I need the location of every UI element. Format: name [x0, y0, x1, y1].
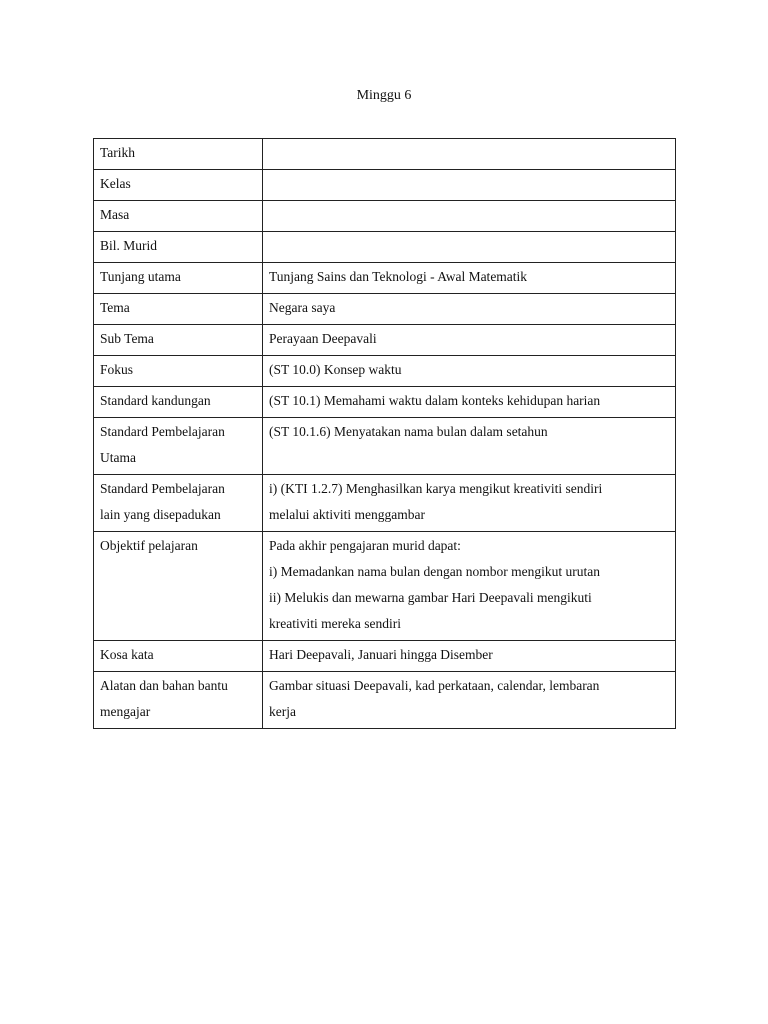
row-value-cell — [263, 294, 676, 325]
row-label: mengajar — [100, 704, 151, 719]
row-label-cell — [94, 263, 263, 294]
row-label: Objektif pelajaran — [100, 538, 198, 553]
row-label-cell — [94, 170, 263, 201]
row-label: Standard Pembelajaran — [100, 481, 225, 496]
row-label: Fokus — [100, 362, 134, 377]
row-label-cell — [94, 201, 263, 232]
table-row — [94, 356, 676, 387]
row-value: (ST 10.1.6) Menyatakan nama bulan dalam setahun — [269, 424, 548, 439]
row-value-cell — [263, 263, 676, 294]
row-label-cell — [94, 139, 263, 170]
row-label-cell — [94, 532, 263, 641]
lesson-plan-table — [93, 138, 676, 729]
row-value: i) Memadankan nama bulan dengan nombor mengikut urutan — [269, 564, 601, 579]
row-value: Tunjang Sains dan Teknologi - Awal Matematik — [269, 269, 528, 284]
row-value: (ST 10.0) Konsep waktu — [269, 362, 402, 377]
table-row — [94, 201, 676, 232]
row-label: Tema — [100, 300, 130, 315]
row-label-cell — [94, 641, 263, 672]
row-value-cell — [263, 232, 676, 263]
row-value: kreativiti mereka sendiri — [269, 616, 401, 631]
row-label-cell — [94, 356, 263, 387]
row-value: Pada akhir pengajaran murid dapat: — [269, 538, 461, 553]
table-row — [94, 641, 676, 672]
row-label: Standard Pembelajaran — [100, 424, 225, 439]
row-value-cell — [263, 139, 676, 170]
row-value: kerja — [269, 704, 296, 719]
table-row — [94, 263, 676, 294]
row-label: Utama — [100, 450, 136, 465]
row-value-cell — [263, 532, 676, 641]
row-label: Masa — [100, 207, 130, 222]
row-value-cell — [263, 201, 676, 232]
row-label: Alatan dan bahan bantu — [100, 678, 228, 693]
row-value-cell — [263, 356, 676, 387]
row-label: Sub Tema — [100, 331, 154, 346]
row-value: ii) Melukis dan mewarna gambar Hari Deepavali mengikuti — [269, 590, 592, 605]
row-value: Gambar situasi Deepavali, kad perkataan, calendar, lembaran — [269, 678, 600, 693]
row-value-cell — [263, 418, 676, 475]
row-value-cell — [263, 325, 676, 356]
row-value-cell — [263, 475, 676, 532]
row-value: Perayaan Deepavali — [269, 331, 377, 346]
table-row — [94, 387, 676, 418]
table-row — [94, 325, 676, 356]
row-value-cell — [263, 641, 676, 672]
row-label: Kosa kata — [100, 647, 154, 662]
row-value: (ST 10.1) Memahami waktu dalam konteks kehidupan harian — [269, 393, 601, 408]
row-label-cell — [94, 475, 263, 532]
lesson-plan-body — [94, 139, 676, 729]
row-label: Standard kandungan — [100, 393, 211, 408]
table-row — [94, 139, 676, 170]
row-label: Tunjang utama — [100, 269, 181, 284]
row-label: Kelas — [100, 176, 131, 191]
table-row — [94, 170, 676, 201]
row-label: Tarikh — [100, 145, 136, 160]
row-value: Negara saya — [269, 300, 336, 315]
table-row — [94, 294, 676, 325]
table-row — [94, 232, 676, 263]
row-label: lain yang disepadukan — [100, 507, 221, 522]
row-label-cell — [94, 418, 263, 475]
row-value: melalui aktiviti menggambar — [269, 507, 425, 522]
row-value: Hari Deepavali, Januari hingga Disember — [269, 647, 493, 662]
row-label-cell — [94, 294, 263, 325]
row-value-cell — [263, 170, 676, 201]
table-row — [94, 475, 676, 532]
row-value-cell — [263, 672, 676, 729]
row-label-cell — [94, 232, 263, 263]
page-title: Minggu 6 — [356, 88, 412, 103]
row-label: Bil. Murid — [100, 238, 158, 253]
row-label-cell — [94, 672, 263, 729]
row-value-cell — [263, 387, 676, 418]
row-value: i) (KTI 1.2.7) Menghasilkan karya mengikut kreativiti sendiri — [269, 481, 603, 496]
table-row — [94, 532, 676, 641]
row-label-cell — [94, 387, 263, 418]
table-row — [94, 418, 676, 475]
row-label-cell — [94, 325, 263, 356]
table-row — [94, 672, 676, 729]
